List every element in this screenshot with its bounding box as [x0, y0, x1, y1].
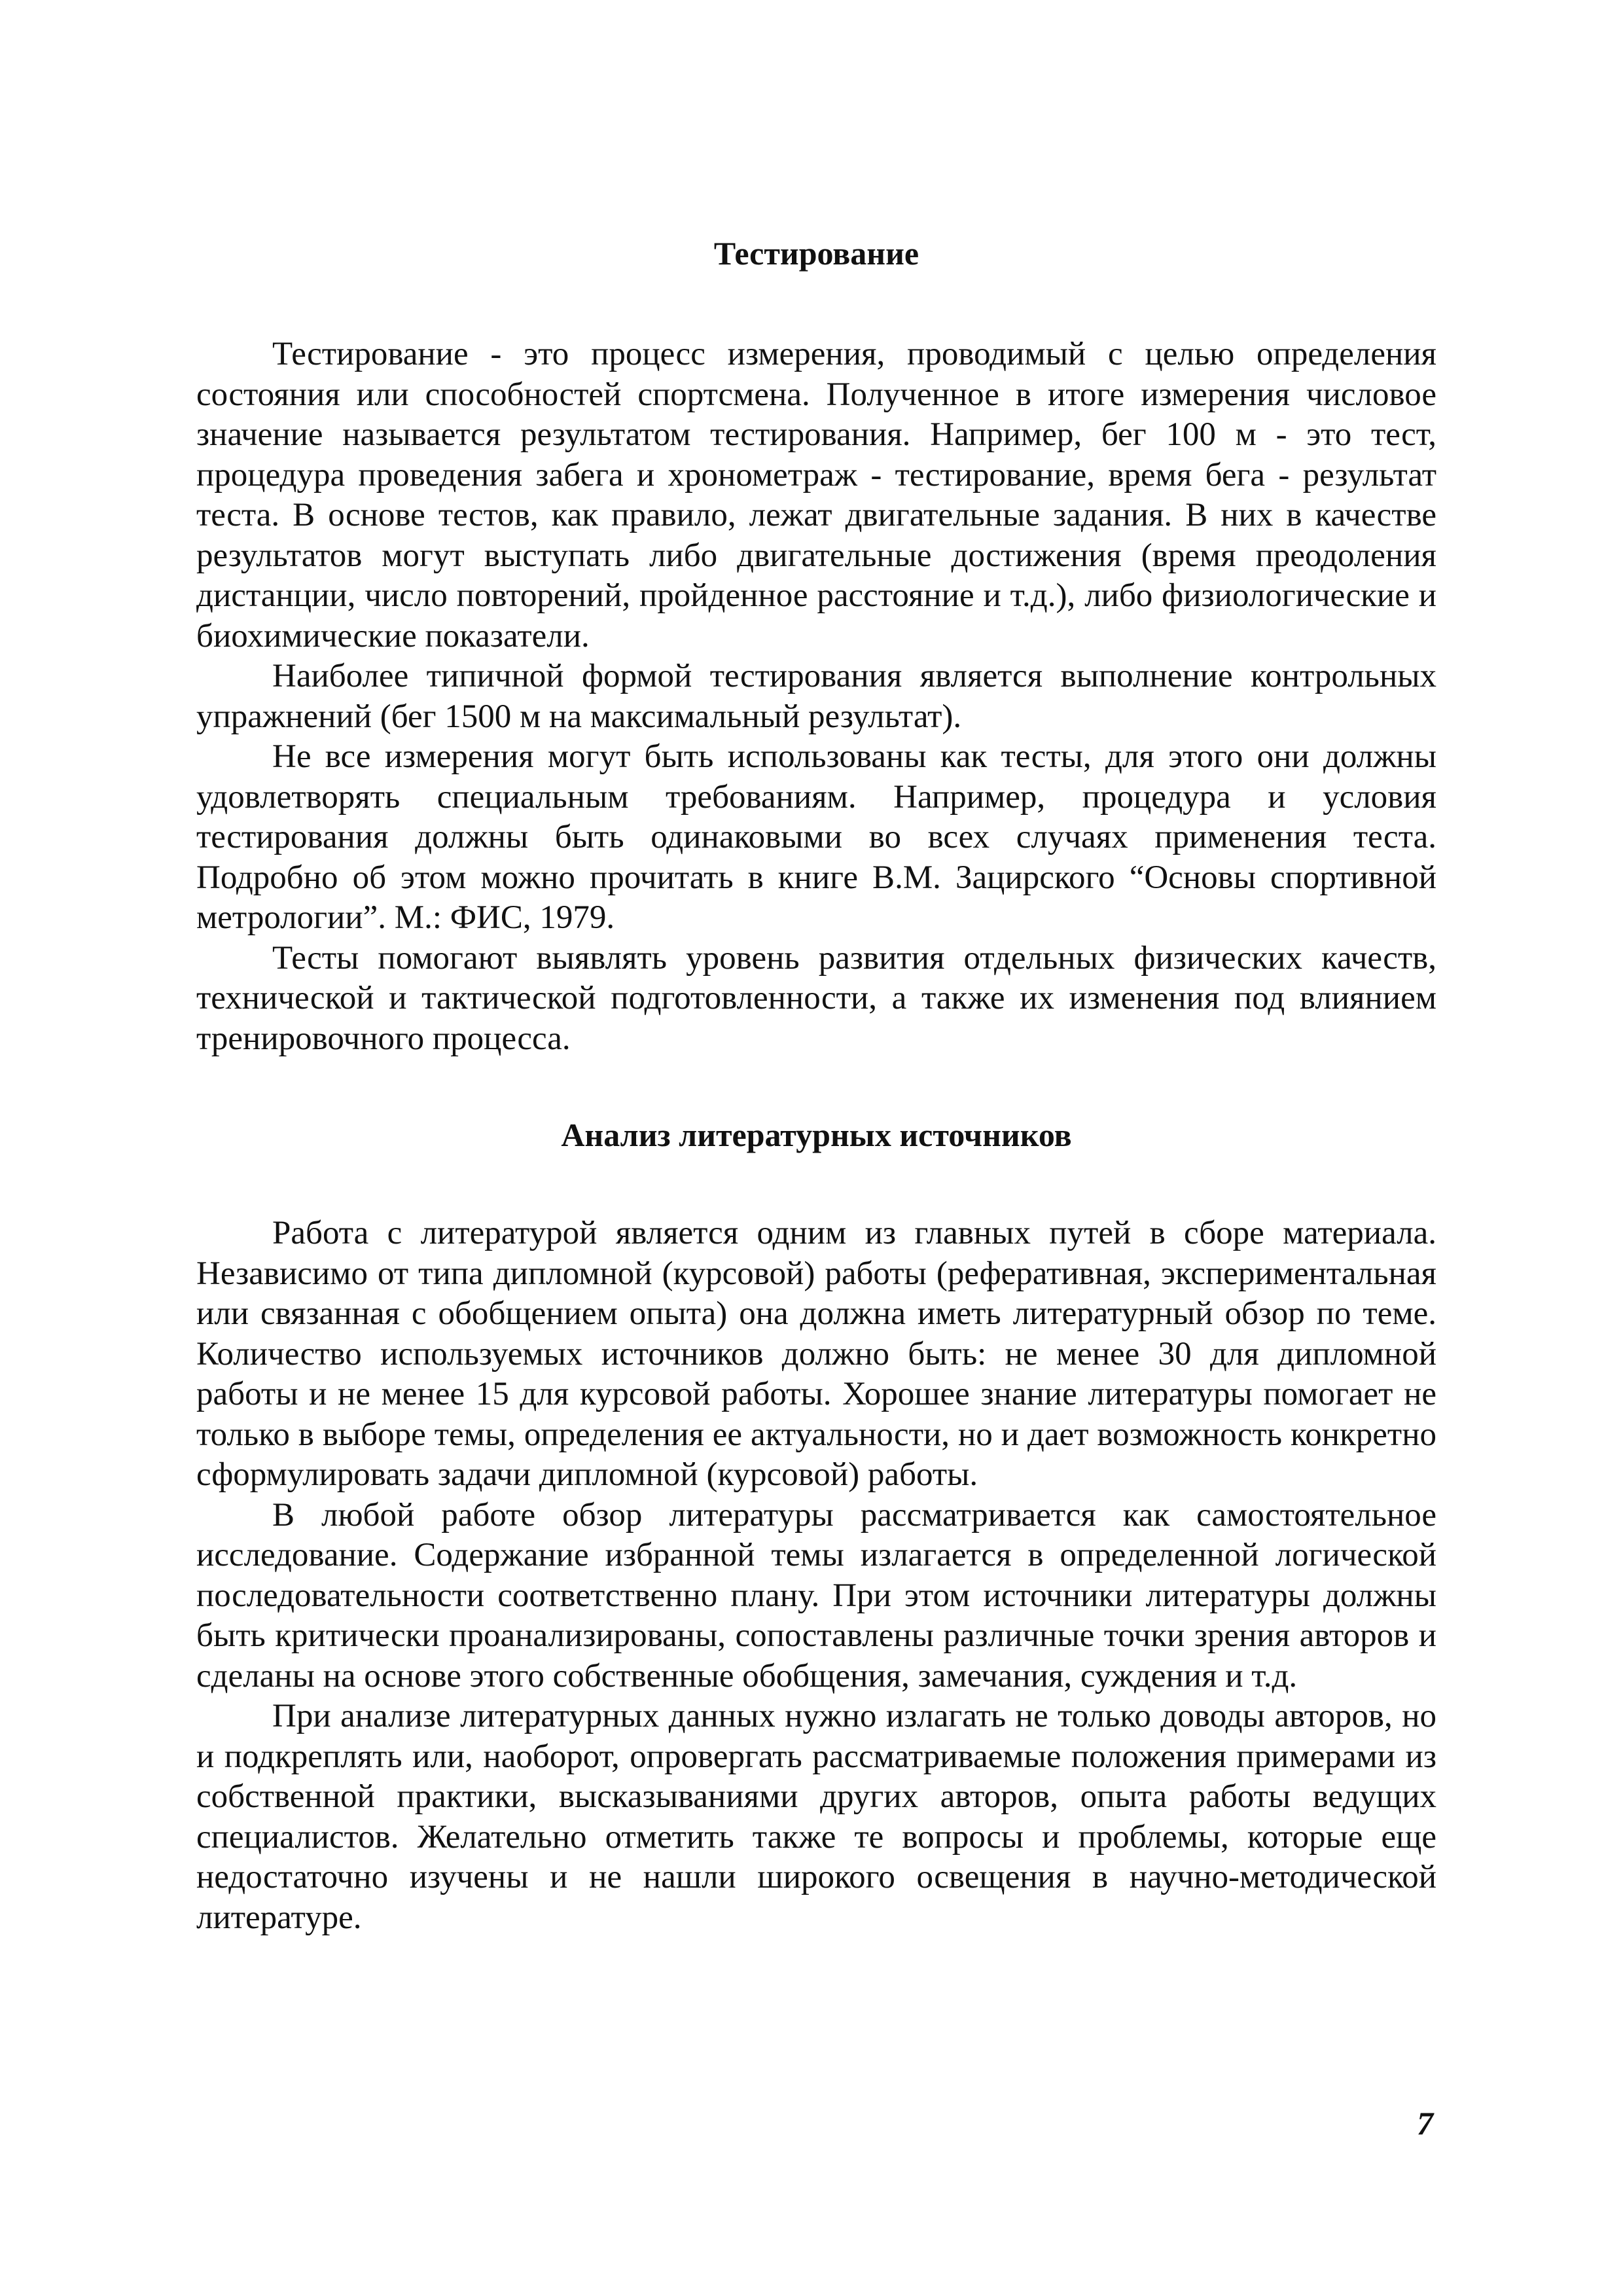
section-title-literature-analysis: Анализ литературных источников — [561, 1117, 1072, 1153]
paragraph: Наиболее типичной формой тестирования является выполнение контрольных упражнений (бег 1500 м на максимальный результат). — [196, 658, 1436, 735]
page-number: 7 — [1417, 2105, 1433, 2142]
page-body — [196, 232, 1436, 1938]
paragraph: Работа с литературой является одним из главных путей в сборе материала. Независимо от типа дипломной (курсовой) работы (реферативная, экспериментальная или связанная с обобщением опыта) она должна иметь литературный обзор по теме. Количество используемых источников должно быть: не менее 30 для дипломной работы и не менее 15 для курсовой работы. Хорошее знание литературы помогает не только в выборе темы, определения ее актуальности, но и дает возможность конкретно сформулировать задачи дипломной (курсовой) работы. — [196, 1215, 1436, 1493]
paragraph: Не все измерения могут быть использованы как тесты, для этого они должны удовлетворять специальным требованиям. Например, процедура и условия тестирования должны быть одинаковыми во всех случаях применения теста. Подробно об этом можно прочитать в книге В.М. Зацирского “Основы спортивной метрологии”. М.: ФИС, 1979. — [196, 738, 1436, 936]
paragraph: При анализе литературных данных нужно излагать не только доводы авторов, но и подкреплять или, наоборот, опровергать рассматриваемые положения примерами из собственной практики, высказываниями других авторов, опыта работы ведущих специалистов. Желательно отметить также те вопросы и проблемы, которые еще недостаточно изучены и не нашли широкого освещения в научно-методической литературе. — [196, 1698, 1436, 1936]
section-title-testing: Тестирование — [713, 235, 919, 272]
paragraph: Тесты помогают выявлять уровень развития отдельных физических качеств, технической и тактической подготовленности, а также их изменения под влиянием тренировочного процесса. — [196, 939, 1436, 1057]
paragraph: В любой работе обзор литературы рассматривается как самостоятельное исследование. Содержание избранной темы излагается в определенной логической последовательности соответственно плану. При этом источники литературы должны быть критически проанализированы, сопоставлены различные точки зрения авторов и сделаны на основе этого собственные обобщения, замечания, суждения и т.д. — [196, 1496, 1436, 1695]
paragraph: Тестирование - это процесс измерения, проводимый с целью определения состояния или способностей спортсмена. Полученное в итоге измерения числовое значение называется результатом тестирования. Например, бег 100 м - это тест, процедура проведения забега и хронометраж - тестирование, время бега - результат теста. В основе тестов, как правило, лежат двигательные задания. В них в качестве результатов могут выступать либо двигательные достижения (время преодоления дистанции, число повторений, пройденное расстояние и т.д.), либо физиологические и биохимические показатели. — [196, 336, 1436, 655]
